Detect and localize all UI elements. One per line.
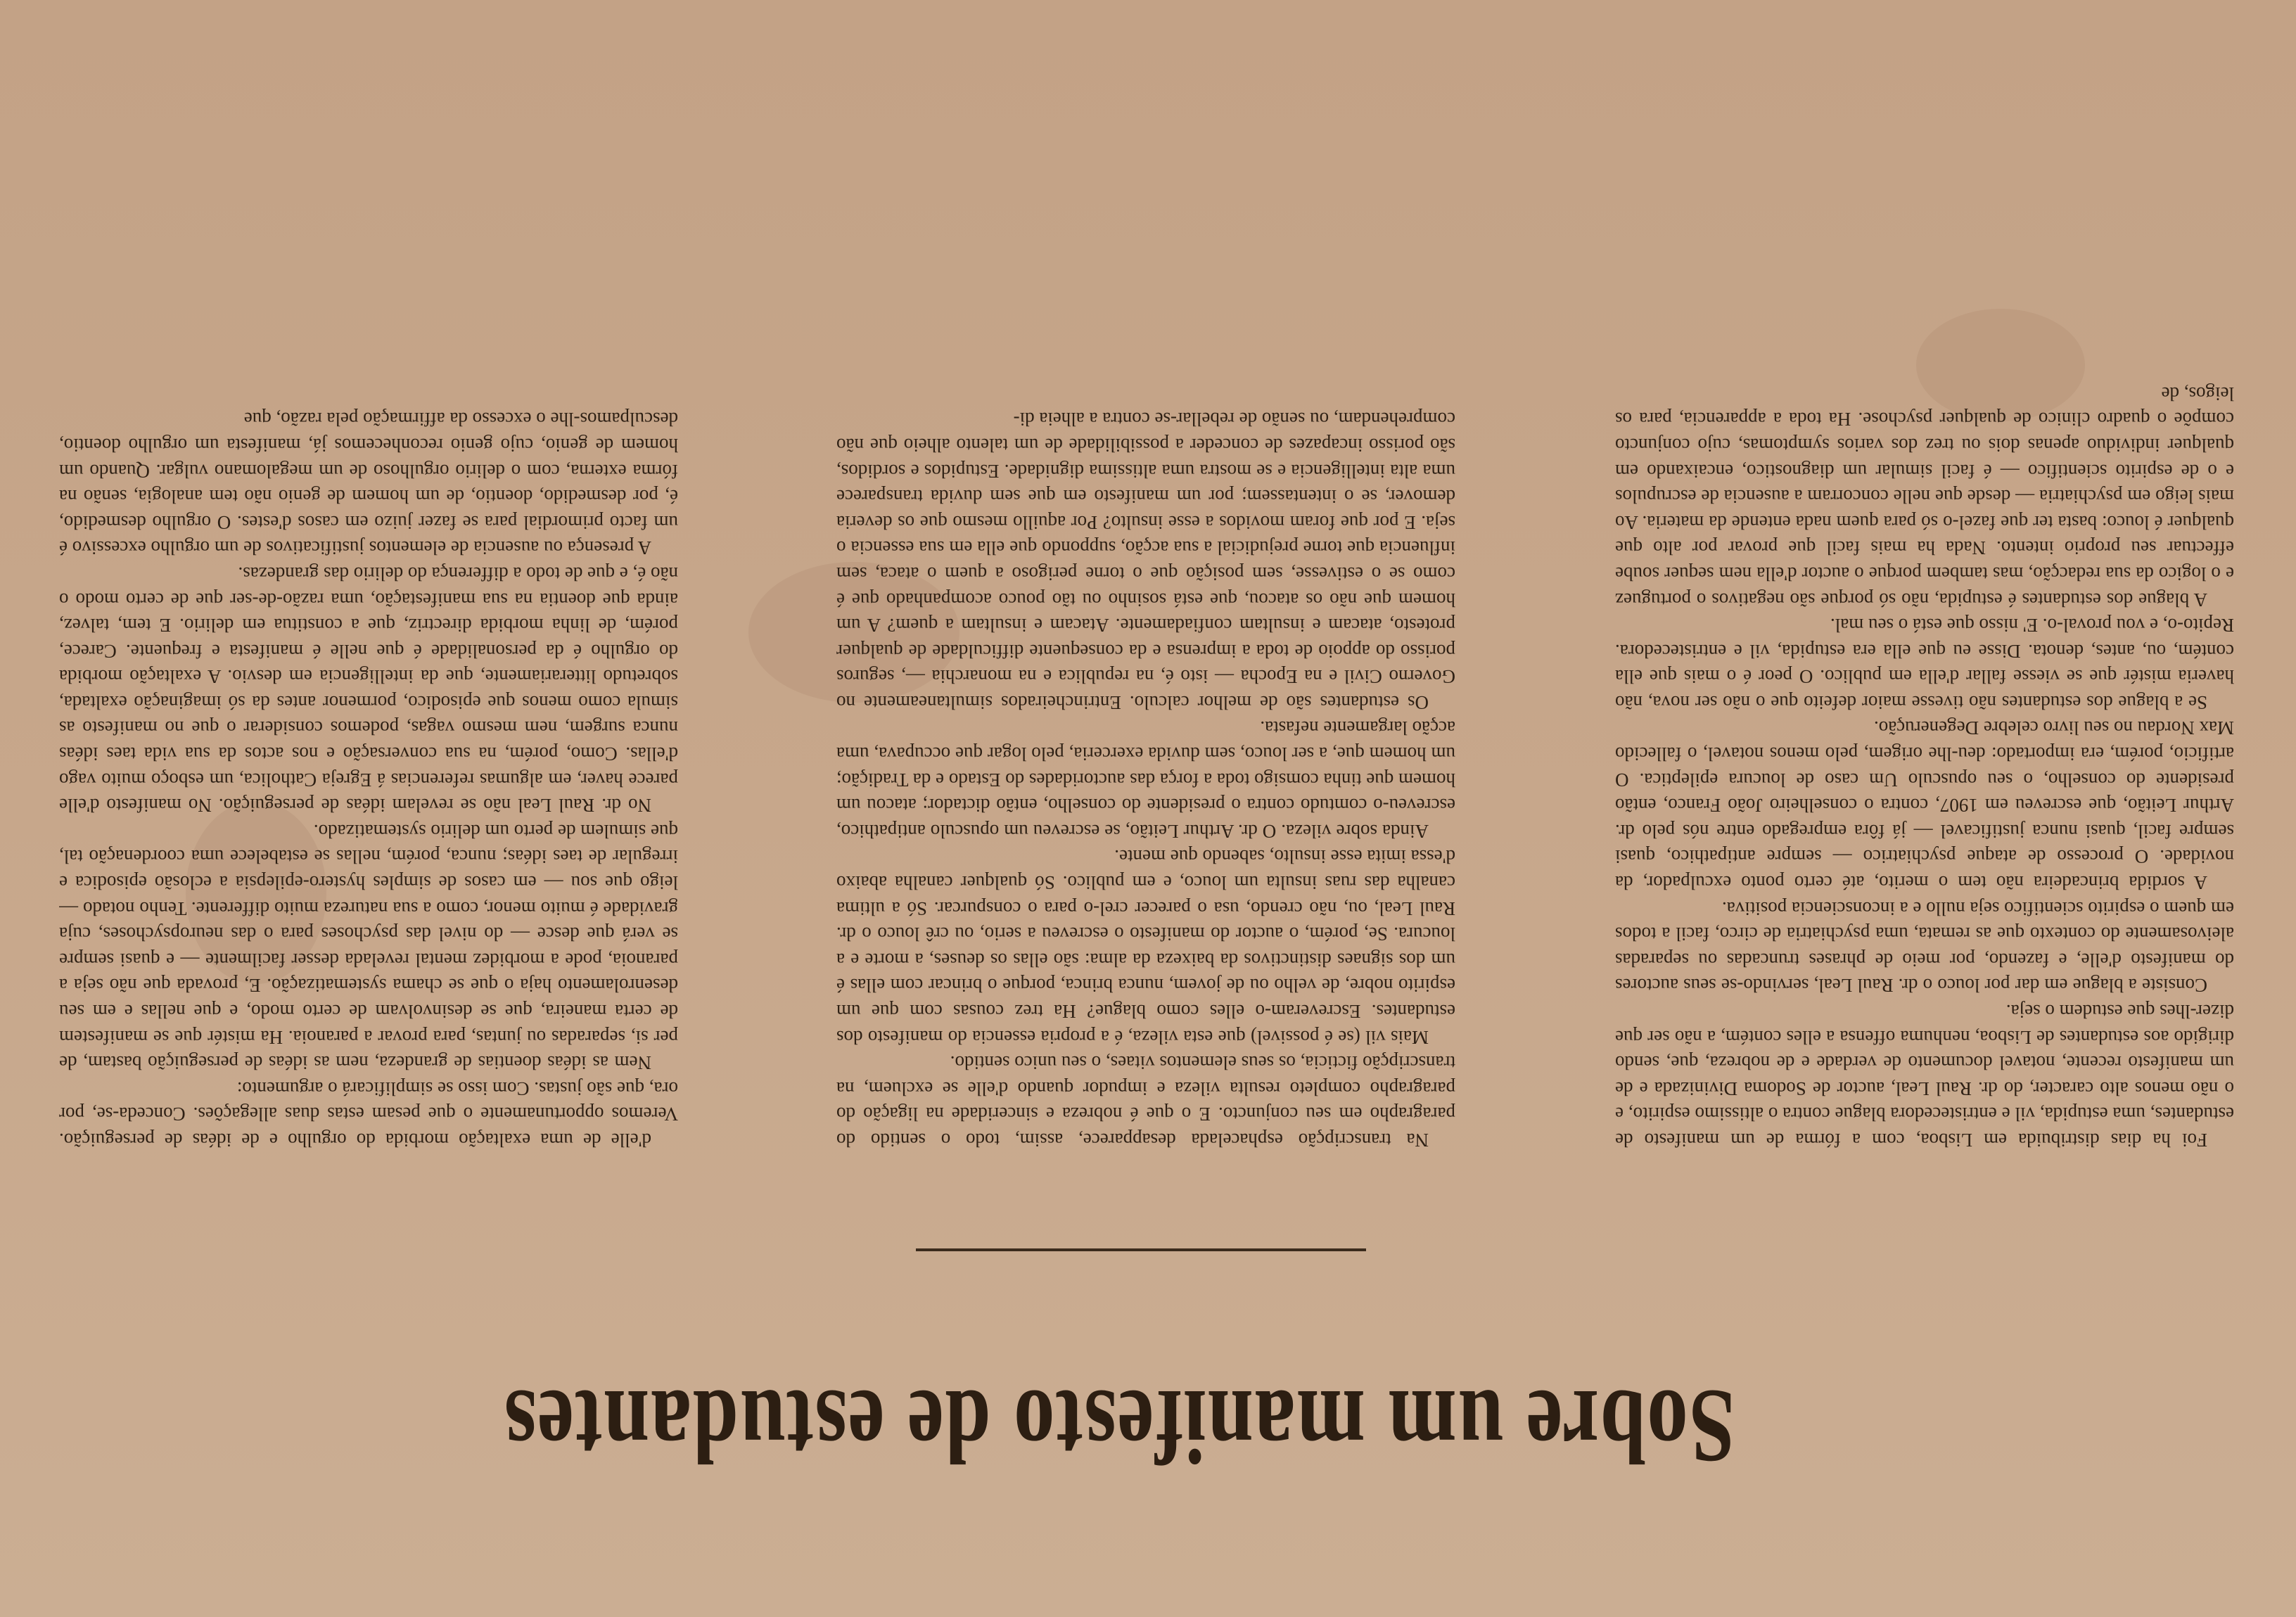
text-column-2 xyxy=(836,6,1455,1153)
paragraph: Nem as idéas doentias de grandeza, nem as idéas de perseguição bastam, de per si, separadas ou juntas, para provar a paranoia. Ha mistér que se manifestem de certa maneira, que se desinvolvam de certo modo, e que nellas e em seu desenrolamento haja o que se chama systematização. E, provada que não seja a paranoia, pode a morbidez mental revelada desser facilmente — e quasi sempre se verá que desce — do nivel das psychoses para o das neuropsychoses, cuja gravidade é muito menor, como a sua natureza muito differente. Tenho notado — leigo que sou — em casos de simples hystero-epilepsia a eclosão episodica e irregular de taes idéas; nunca, porém, nellas se estabelece uma coordenação tal, que simulem de perto um delirio systematizado. xyxy=(59,820,678,1074)
paragraph: A presença ou ausencia de elementos justificativos de um orgulho excessivo é um facto primordial para se fazer juizo em casos d'estes. O orgulho desmedido, é, por desmedido, doentio, de um homem de genio não tem analogia, senão na fórma externa, com o delirio orgulhoso de um megalomano vulgar. Quando um homem de genio, cujo genio reconhecemos já, manifesta um orgulho doentio, desculpamos-lhe o excesso da affirmação pela razão, que xyxy=(59,409,678,559)
paragraph: Consiste a blague em dar por louco o dr. Raul Leal, servindo-se seus auctores do manifesto d'elle, e fazendo, por meio de phrases truncadas ou separadas aleivosamente do contexto que as remata, uma psychiatria de circo, facil a todos em quem o espirito scientifico seja nullo e a inconsciencia positiva. xyxy=(1615,897,2234,997)
paragraph: No dr. Raul Leal não se revelam idéas de perseguição. No manifesto d'elle parece haver, em algumas referencias á Egreja Catholica, um esboço muito vago d'ellas. Como, porém, na sua conversação e nos actos da sua vida taes idéas nunca surgem, nem mesmo vagas, podemos considerar o que no manifesto as simula como menos que episodico, pormenor antes da só imaginação exaltada, sobretudo litterariamente, que da intelligencia em desvio. A exaltação morbida do orgulho é da personalidade é que nelle é manifesta e frequente. Carece, porém, de linha morbida directriz, que a constitua em delirio. E tem, talvez, ainda que doentia na sua manifestação, uma razão-de-ser que de certo modo o não é, e que de todo a differença do delirio das grandezas. xyxy=(59,563,678,817)
paragraph: d'elle de uma exaltação morbida do orgulho e de idéas de perseguição. Veremos opportunamente o que pesam estas duas allegações. Conceda-se, por ora, que são justas. Com isso se simplificará o argumento: xyxy=(59,1078,678,1151)
text-column-1 xyxy=(1615,6,2234,1153)
paragraph: Foi ha dias distribuida em Lisboa, com a fórma de um manifesto de estudantes, uma estupida, vil e entristecedora blague contra o altissimo espirito, e o não menos alto caracter, do dr. Raul Leal, auctor de Sodoma Divinizada e de um manifesto recente, notavel documento de verdade e de nobreza, que, sendo dirigido aos estudantes de Lisboa, nenhuma offensa a elles contém, a não ser que dizer-lhes que estudem o seja. xyxy=(1615,1001,2234,1151)
paragraph: Mais vil (se é possivel) que esta vileza, é a propria essencia do manifesto dos estudantes. Escreveram-o elles como blague? Ha trez cousas com que um espirito nobre, de velho ou de jovem, nunca brinca, porque o brincar com ellas é um dos signaes distinctivos da baixeza da alma: são ellas os deuses, a morte e a loucura. Se, porém, o auctor do manifesto o escreveu a serio, ou crê louco o dr. Raul Leal, ou, não crendo, usa o parecer crel-o para o conspurcar. Só a ultima canalha das ruas insulta um louco, e em publico. Só qualquer canalha abaixo d'essa imita esse insulto, sabendo que mente. xyxy=(836,846,1455,1048)
title-divider xyxy=(916,1248,1366,1251)
paragraph: Ainda sobre vileza. O dr. Arthur Leitão, se escreveu um opusculo antipathico, escreveu-o comtudo contra o presidente do conselho, então dictador; atacou um homem que tinha comsigo toda a força das auctoridades do Estado e da Tradição; um homem que, a ser louco, sem duvida exerceria, pelo logar que occupava, uma acção largamente nefasta. xyxy=(836,717,1455,842)
paragraph: Os estudantes são de melhor calculo. Entrincheirados simultaneamente no Governo Civil e na Epocha — isto é, na republica e na monarchia —, seguros porisso do appoio de toda a imprensa e da consequente difficuldade de qualquer protesto, atacam e insultam confiadamente. Atacam e insultam a quem? A um homem que não os atacou, que está sosinho ou tão pouco acompanhado que é como se o estivesse, sem posição que o torne perigoso a quem o ataca, sem influencia que torne prejudicial a sua acção, suppondo que ella em sua essencia o seja. E por que foram movidos a esse insulto? Por aquillo mesmo que os deveria demover, se o intentassem; por um manifesto em que sem duvida transparece uma alta intelligencia e se mostra uma altissima dignidade. Estupidos e sordidos, são porisso incapazes de conceder a possibilidade de um talento alheio que não comprehendam, ou senão de rebellar-se contra a alheia di- xyxy=(836,409,1455,713)
paragraph: Se a blague dos estudantes não tivesse maior defeito que o não ser nova, não haveria mistér que se viesse fallar d'ella em publico. O peor é o mais que ella contém, ou, antes, denota. Disse eu que ella era estupida, vil e entristecedora. Repito-o, e vou proval-o. E' nisso que está o seu mal. xyxy=(1615,615,2234,713)
paragraph: A blague dos estudantes é estupida, não só porque são negativos o portuguez e o logico da sua redacção, mas tambem porque o auctor d'ella nem sequer soube effectuar seu proprio intento. Nada ha mais facil que provar por alto que qualquer é louco: basta ter que fazel-o só para quem nada entende da materia. Ao mais leigo em psychiatria — desde que nelle concorram a ausencia de escrupulos e o de espirito scientifico — é facil simular um diagnostico, encaixando em qualquer individuo apenas dois ou trez dos varios symptomas, cujo conjuncto compõe o quadro clinico de qualquer psychose. Ha toda a apparencia, para os leigos, de xyxy=(1615,383,2234,611)
text-column-3 xyxy=(59,6,678,1153)
paragraph: A sordida brincadeira não tem o merito, até certo ponto exculpador, da novidade. O processo de ataque psychiatrico — sempre antipathico, quasi sempre facil, quasi nunca justificavel — já fôra empregado entre nós pelo dr. Arthur Leitão, que escreveu em 1907, contra o conselheiro João Franco, então presidente do conselho, o seu opusculo Um caso de loucura epileptica. O artificio, porém, era importado: deu-lhe origem, pelo menos notavel, o fallecido Max Nordau no seu livro celebre Degenerução. xyxy=(1615,717,2234,894)
article-title: Sobre um manifesto de estudantes xyxy=(503,1368,1735,1485)
paragraph: Na transcripção esphacelada desapparece, assim, todo o sentido do paragrapho em seu conjuncto. E o que é nobreza e sinceridade na ligação do paragrapho completo resulta vileza e impudor quando d'elle se excluem, na transcripção ficticia, os seus elementos vitaes, o seu unico sentido. xyxy=(836,1052,1455,1151)
